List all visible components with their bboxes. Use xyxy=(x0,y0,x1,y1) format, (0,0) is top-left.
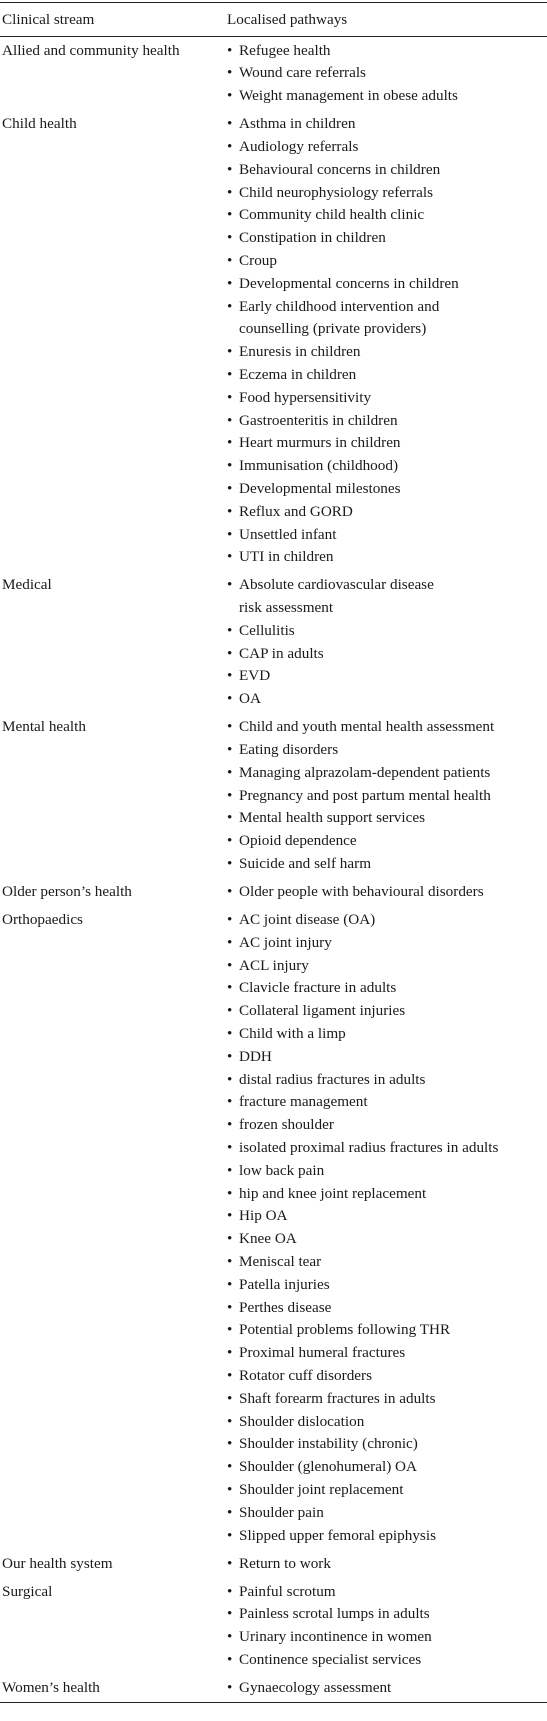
list-item xyxy=(227,1114,547,1137)
pathway-label: Heart murmurs in children xyxy=(239,434,401,452)
bullet-icon: • xyxy=(227,1480,233,1498)
bullet-icon: • xyxy=(227,1628,233,1646)
pathways-cell xyxy=(227,878,547,906)
clinical-stream-cell: Child health xyxy=(2,115,77,133)
list-item xyxy=(227,1365,547,1388)
table-row xyxy=(0,714,547,879)
pathway-label: Eating disorders xyxy=(239,741,339,759)
bullet-icon: • xyxy=(227,115,233,133)
clinical-stream-cell: Mental health xyxy=(2,718,86,736)
pathway-label: Food hypersensitivity xyxy=(239,388,372,406)
pathway-label: distal radius fractures in adults xyxy=(239,1070,426,1088)
bullet-icon: • xyxy=(227,1230,233,1248)
list-item xyxy=(227,1160,547,1183)
bullet-icon: • xyxy=(227,251,233,269)
pathway-label: Patella injuries xyxy=(239,1275,330,1293)
list-item xyxy=(227,881,547,904)
pathway-label: Wound care referrals xyxy=(239,64,366,82)
list-item xyxy=(227,1525,547,1548)
bullet-icon: • xyxy=(227,1002,233,1020)
bullet-icon: • xyxy=(227,1526,233,1544)
list-item xyxy=(227,1023,547,1046)
list-item xyxy=(227,546,547,569)
pathway-label: EVD xyxy=(239,667,271,685)
pathways-cell xyxy=(227,1674,547,1702)
bullet-icon: • xyxy=(227,911,233,929)
pathway-label: fracture management xyxy=(239,1093,368,1111)
bullet-icon: • xyxy=(227,548,233,566)
list-item xyxy=(227,387,547,410)
bullet-icon: • xyxy=(227,479,233,497)
bullet-icon: • xyxy=(227,1582,233,1600)
table-header xyxy=(0,3,547,37)
bullet-icon: • xyxy=(227,1025,233,1042)
pathway-label: Rotator cuff disorders xyxy=(239,1366,373,1384)
bullet-icon: • xyxy=(227,1207,233,1225)
list-item xyxy=(227,807,547,830)
list-item xyxy=(227,1479,547,1502)
pathway-label: OA xyxy=(239,690,261,708)
pathway-label: low back pain xyxy=(239,1161,325,1179)
pathway-label: Slipped upper femoral epiphysis xyxy=(239,1526,436,1544)
bullet-icon: • xyxy=(227,137,233,155)
pathway-label: Eczema in children xyxy=(239,365,357,383)
list-item xyxy=(227,182,547,205)
list-item xyxy=(227,1297,547,1320)
pathway-label: Proximal humeral fractures xyxy=(239,1344,406,1362)
pathway-label: Shoulder (glenohumeral) OA xyxy=(239,1458,417,1476)
list-item xyxy=(227,432,547,455)
bullet-icon: • xyxy=(227,1047,233,1065)
pathway-label: Gynaecology assessment xyxy=(239,1678,392,1696)
list-item xyxy=(227,478,547,501)
pathways-cell xyxy=(227,906,547,1550)
bullet-icon: • xyxy=(227,1093,233,1111)
bullet-icon: • xyxy=(227,1275,233,1293)
pathway-label: Shoulder instability (chronic) xyxy=(239,1435,418,1453)
pathway-label: Developmental milestones xyxy=(239,479,401,497)
bullet-icon: • xyxy=(227,343,233,361)
pathways-cell xyxy=(227,572,547,714)
list-item xyxy=(227,1342,547,1365)
bullet-icon: • xyxy=(227,667,233,685)
clinical-stream-cell: Surgical xyxy=(2,1582,53,1600)
list-item xyxy=(227,250,547,273)
pathway-label: Shoulder pain xyxy=(239,1503,324,1521)
bullet-icon: • xyxy=(227,576,233,594)
pathway-label: Painful scrotum xyxy=(239,1582,336,1600)
pathway-label: Knee OA xyxy=(239,1230,297,1248)
pathway-label: Croup xyxy=(239,251,277,269)
pathway-label: Weight management in obese adults xyxy=(239,87,458,105)
pathways-cell xyxy=(227,37,547,111)
bullet-icon: • xyxy=(227,64,233,82)
clinical-stream-cell: Medical xyxy=(2,576,52,594)
list-item xyxy=(227,40,547,63)
list-item xyxy=(227,688,547,711)
list-item xyxy=(227,955,547,978)
bullet-icon: • xyxy=(227,1252,233,1270)
bullet-icon: • xyxy=(227,297,233,315)
pathway-label: Reflux and GORD xyxy=(239,502,353,520)
table-row xyxy=(0,878,547,906)
pathway-label: Shoulder dislocation xyxy=(239,1412,365,1430)
bullet-icon: • xyxy=(227,229,233,247)
pathway-label: Collateral ligament injuries xyxy=(239,1002,406,1020)
table-row xyxy=(0,111,547,572)
list-item xyxy=(227,455,547,478)
list-item xyxy=(227,1603,547,1626)
pathway-label: Potential problems following THR xyxy=(239,1321,451,1339)
pathway-label: ACL injury xyxy=(239,956,309,974)
list-item xyxy=(227,204,547,227)
list-item xyxy=(227,574,547,620)
table-row xyxy=(0,37,547,111)
bullet-icon: • xyxy=(227,1116,233,1134)
list-item xyxy=(227,1251,547,1274)
bullet-icon: • xyxy=(227,206,233,224)
list-item xyxy=(227,1228,547,1251)
bullet-icon: • xyxy=(227,434,233,452)
pathways-cell xyxy=(227,714,547,879)
list-item xyxy=(227,830,547,853)
list-item xyxy=(227,1205,547,1228)
list-item xyxy=(227,762,547,785)
list-item xyxy=(227,853,547,876)
pathway-label: Developmental concerns in children xyxy=(239,274,459,292)
pathway-label: Absolute cardiovascular disease risk assessment xyxy=(239,576,434,617)
header-localised-pathways: Localised pathways xyxy=(227,10,348,28)
bullet-icon: • xyxy=(227,690,233,708)
bullet-icon: • xyxy=(227,183,233,201)
list-item xyxy=(227,620,547,643)
pathway-label: Urinary incontinence in women xyxy=(239,1628,432,1646)
bullet-icon: • xyxy=(227,1389,233,1407)
pathway-label: Painless scrotal lumps in adults xyxy=(239,1605,430,1623)
bullet-icon: • xyxy=(227,1321,233,1339)
list-item xyxy=(227,1456,547,1479)
bullet-icon: • xyxy=(227,411,233,429)
bullet-icon: • xyxy=(227,1298,233,1316)
list-item xyxy=(227,1502,547,1525)
bullet-icon: • xyxy=(227,933,233,951)
list-item xyxy=(227,785,547,808)
table-bottom-rule xyxy=(0,1702,547,1703)
pathway-label: Immunisation (childhood) xyxy=(239,457,399,475)
pathways-cell xyxy=(227,1578,547,1674)
list-item xyxy=(227,1000,547,1023)
pathway-label: Child with a limp xyxy=(239,1025,346,1042)
header-clinical-stream: Clinical stream xyxy=(2,10,95,28)
list-item xyxy=(227,136,547,159)
list-item xyxy=(227,1581,547,1604)
clinical-stream-cell: Allied and community health xyxy=(2,41,180,59)
list-item xyxy=(227,716,547,739)
pathway-label: Refugee health xyxy=(239,41,331,59)
bullet-icon: • xyxy=(227,87,233,105)
list-item xyxy=(227,1319,547,1342)
table-row xyxy=(0,1674,547,1702)
list-item xyxy=(227,1388,547,1411)
pathway-label: AC joint disease (OA) xyxy=(239,911,376,929)
bullet-icon: • xyxy=(227,1650,233,1668)
pathway-label: Meniscal tear xyxy=(239,1252,322,1270)
table-body xyxy=(0,37,547,1702)
pathway-label: Mental health support services xyxy=(239,809,425,827)
bullet-icon: • xyxy=(227,1366,233,1384)
pathways-cell xyxy=(227,1550,547,1578)
list-item xyxy=(227,501,547,524)
bullet-icon: • xyxy=(227,1344,233,1362)
table-row xyxy=(0,1550,547,1578)
pathway-label: Constipation in children xyxy=(239,229,386,247)
bullet-icon: • xyxy=(227,1435,233,1453)
bullet-icon: • xyxy=(227,1678,233,1696)
list-item xyxy=(227,932,547,955)
pathway-label: Shoulder joint replacement xyxy=(239,1480,404,1498)
bullet-icon: • xyxy=(227,741,233,759)
list-item xyxy=(227,1091,547,1114)
pathway-label: Child neurophysiology referrals xyxy=(239,183,434,201)
clinical-stream-cell: Orthopaedics xyxy=(2,911,83,929)
list-item xyxy=(227,1046,547,1069)
bullet-icon: • xyxy=(227,1554,233,1572)
bullet-icon: • xyxy=(227,1138,233,1156)
pathway-label: Suicide and self harm xyxy=(239,855,372,873)
list-item xyxy=(227,524,547,547)
pathway-label: Clavicle fracture in adults xyxy=(239,979,397,997)
bullet-icon: • xyxy=(227,1458,233,1476)
table-row xyxy=(0,572,547,714)
list-item xyxy=(227,85,547,108)
bullet-icon: • xyxy=(227,644,233,662)
pathway-label: Managing alprazolam-dependent patients xyxy=(239,763,491,781)
bullet-icon: • xyxy=(227,1070,233,1088)
pathway-label: Perthes disease xyxy=(239,1298,332,1316)
bullet-icon: • xyxy=(227,525,233,543)
bullet-icon: • xyxy=(227,1412,233,1430)
bullet-icon: • xyxy=(227,979,233,997)
list-item xyxy=(227,909,547,932)
pathways-cell xyxy=(227,111,547,572)
table-row xyxy=(0,906,547,1550)
list-item xyxy=(227,62,547,85)
list-item xyxy=(227,113,547,136)
list-item xyxy=(227,1069,547,1092)
bullet-icon: • xyxy=(227,388,233,406)
bullet-icon: • xyxy=(227,956,233,974)
list-item xyxy=(227,643,547,666)
clinical-stream-cell: Our health system xyxy=(2,1554,113,1572)
pathway-label: Community child health clinic xyxy=(239,206,425,224)
list-item xyxy=(227,227,547,250)
list-item xyxy=(227,1677,547,1700)
pathway-label: Older people with behavioural disorders xyxy=(239,883,484,901)
pathway-label: Unsettled infant xyxy=(239,525,337,543)
clinical-stream-cell: Women’s health xyxy=(2,1678,100,1696)
pathway-label: Opioid dependence xyxy=(239,832,357,850)
bullet-icon: • xyxy=(227,1184,233,1202)
pathway-label: Hip OA xyxy=(239,1207,288,1225)
bullet-icon: • xyxy=(227,365,233,383)
list-item xyxy=(227,1649,547,1672)
list-item xyxy=(227,296,547,342)
table-row xyxy=(0,1578,547,1674)
pathway-label: Child and youth mental health assessment xyxy=(239,718,495,736)
bullet-icon: • xyxy=(227,1605,233,1623)
pathway-label: hip and knee joint replacement xyxy=(239,1184,427,1202)
pathway-label: CAP in adults xyxy=(239,644,324,662)
pathway-label: UTI in children xyxy=(239,548,334,566)
pathway-label: Asthma in children xyxy=(239,115,356,133)
bullet-icon: • xyxy=(227,809,233,827)
bullet-icon: • xyxy=(227,457,233,475)
pathway-label: Cellulitis xyxy=(239,621,295,639)
pathway-label: Enuresis in children xyxy=(239,343,361,361)
bullet-icon: • xyxy=(227,502,233,520)
list-item xyxy=(227,665,547,688)
list-item xyxy=(227,1183,547,1206)
pathway-label: Audiology referrals xyxy=(239,137,359,155)
bullet-icon: • xyxy=(227,832,233,850)
bullet-icon: • xyxy=(227,786,233,804)
list-item xyxy=(227,739,547,762)
pathway-label: frozen shoulder xyxy=(239,1116,334,1134)
bullet-icon: • xyxy=(227,1161,233,1179)
list-item xyxy=(227,1626,547,1649)
bullet-icon: • xyxy=(227,763,233,781)
bullet-icon: • xyxy=(227,160,233,178)
bullet-icon: • xyxy=(227,41,233,59)
pathway-label: isolated proximal radius fractures in adults xyxy=(239,1138,499,1156)
pathway-label: Continence specialist services xyxy=(239,1650,422,1668)
pathway-label: DDH xyxy=(239,1047,272,1065)
bullet-icon: • xyxy=(227,718,233,736)
list-item xyxy=(227,1433,547,1456)
bullet-icon: • xyxy=(227,274,233,292)
list-item xyxy=(227,1137,547,1160)
list-item xyxy=(227,159,547,182)
list-item xyxy=(227,1411,547,1434)
pathway-label: Pregnancy and post partum mental health xyxy=(239,786,491,804)
pathway-label: Early childhood intervention and counselling (private providers) xyxy=(239,297,440,338)
pathway-label: Gastroenteritis in children xyxy=(239,411,398,429)
list-item xyxy=(227,1553,547,1576)
clinical-stream-cell: Older person’s health xyxy=(2,883,132,901)
list-item xyxy=(227,1274,547,1297)
bullet-icon: • xyxy=(227,883,233,901)
pathways-table xyxy=(0,2,547,1703)
pathway-label: Shaft forearm fractures in adults xyxy=(239,1389,436,1407)
list-item xyxy=(227,410,547,433)
list-item xyxy=(227,977,547,1000)
bullet-icon: • xyxy=(227,1503,233,1521)
list-item xyxy=(227,364,547,387)
list-item xyxy=(227,341,547,364)
bullet-icon: • xyxy=(227,621,233,639)
list-item xyxy=(227,273,547,296)
bullet-icon: • xyxy=(227,855,233,873)
pathway-label: Return to work xyxy=(239,1554,331,1572)
pathway-label: Behavioural concerns in children xyxy=(239,160,441,178)
pathway-label: AC joint injury xyxy=(239,933,332,951)
